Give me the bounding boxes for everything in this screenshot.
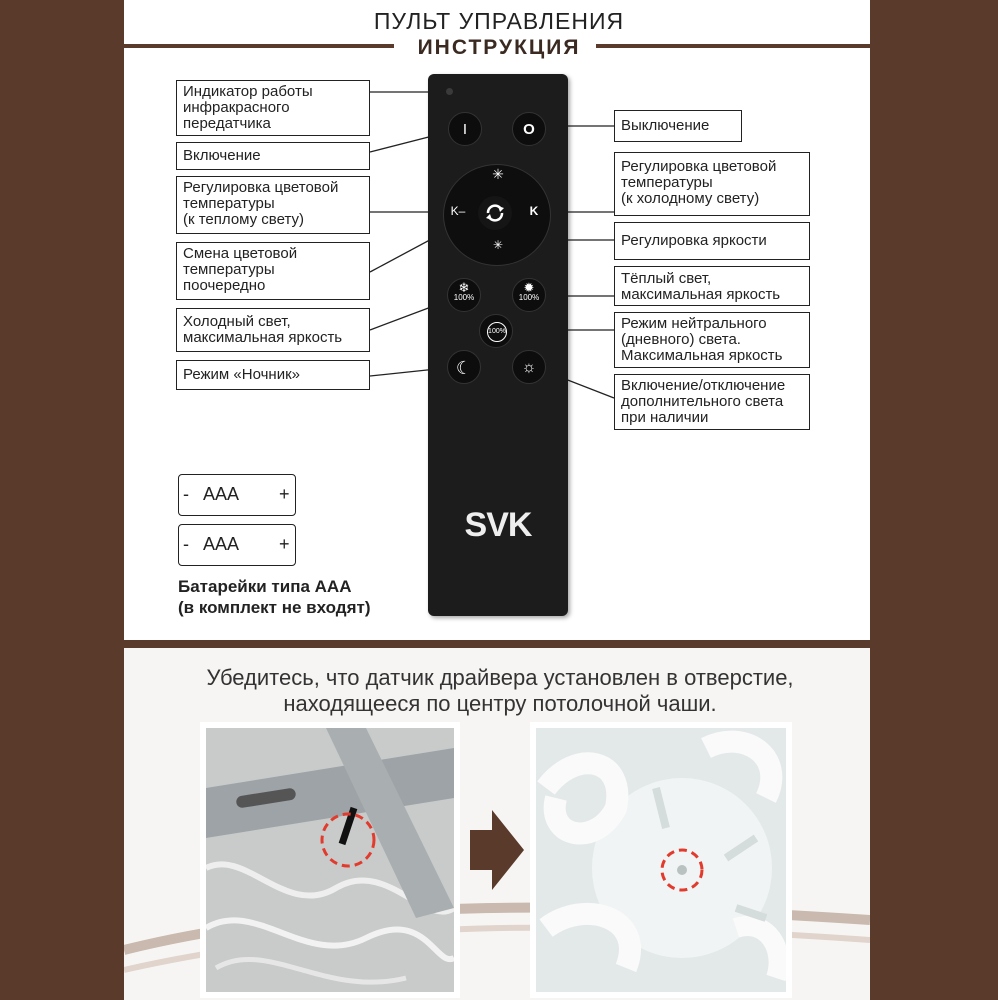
sensor-caption-1: Убедитесь, что датчик драйвера установлен в отверстие, [206,665,794,690]
cycle-temperature-button[interactable] [478,196,512,230]
label-cold-max: Холодный свет, максимальная яркость [176,308,370,352]
cold-max-button[interactable]: ❄ 100% [447,278,481,312]
power-off-button[interactable]: O [512,112,546,146]
bulb-icon: ☼ [521,359,537,376]
label-cold-adjust: Регулировка цветовой температуры (к холодному свету) [614,152,810,216]
sun-icon: ✹ [523,280,535,295]
warm-adjust-button[interactable]: K– [450,204,466,218]
label-power-on: Включение [176,142,370,170]
cold-adjust-button[interactable]: K [529,204,539,218]
battery-1: - AAA + [178,474,296,516]
warm-max-button[interactable]: ✹ 100% [512,278,546,312]
neutral-max-button[interactable]: 100% [479,314,513,348]
snowflake-icon: ❄ [458,280,470,295]
label-cycle-temperature: Смена цветовой температуры поочередно [176,242,370,300]
page-title: ПУЛЬТ УПРАВЛЕНИЯ [373,8,625,34]
extra-light-button[interactable] [512,350,546,384]
battery-2: - AAA + [178,524,296,566]
photo-driver-sensor [200,722,460,998]
photo-ceiling-bowl [530,722,792,998]
label-night-mode: Режим «Ночник» [176,360,370,390]
refresh-icon [478,196,512,230]
label-warm-adjust: Регулировка цветовой температуры (к теплому свету) [176,176,370,234]
power-on-button[interactable]: I [448,112,482,146]
label-ir-indicator: Индикатор работы инфракрасного передатчика [176,80,370,136]
page-subtitle: ИНСТРУКЦИЯ [417,36,581,59]
sensor-caption-2: находящееся по центру потолочной чаши. [283,691,717,716]
label-extra-light: Включение/отключение дополнительного света при наличии [614,374,810,430]
brightness-up-button[interactable]: ✳ [492,166,504,182]
label-warm-max: Тёплый свет, максимальная яркость [614,266,810,306]
night-mode-button[interactable] [447,350,481,384]
battery-note: Батарейки типа ААА (в комплект не входят) [178,577,371,617]
ceiling-bowl-illustration [536,728,786,992]
brightness-down-button[interactable]: ✳ [492,238,504,252]
moon-icon: ☾ [455,358,473,378]
ir-indicator-led [446,88,453,95]
label-neutral-max: Режим нейтрального (дневного) света. Максимальная яркость [614,312,810,368]
driver-sensor-illustration [206,728,454,992]
label-brightness: Регулировка яркости [614,222,810,260]
arrow-right-icon [470,810,524,890]
label-power-off: Выключение [614,110,742,142]
brand-logo: SVK [464,506,532,544]
